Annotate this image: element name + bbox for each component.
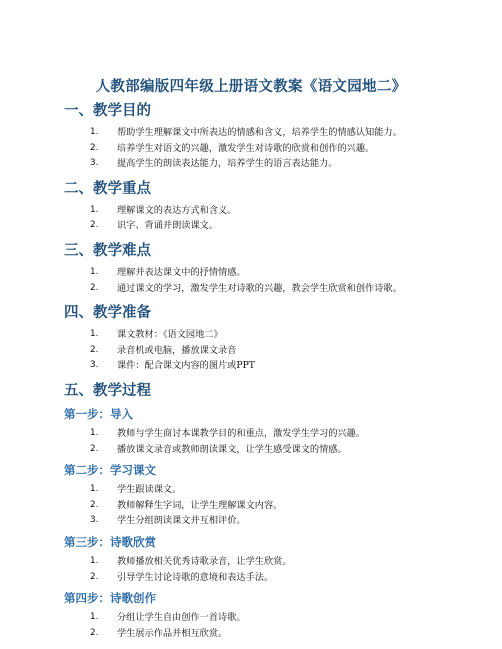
item-text: 教师解释生字词，让学生理解课文内容。 [117,499,283,511]
item-text: 培养学生对语文的兴趣，激发学生对诗歌的欣赏和创作的兴趣。 [117,142,375,154]
section-preparation [64,304,484,374]
numbered-list [64,610,484,641]
item-text: 学生跟读课文。 [117,484,182,496]
item-number: 2. [90,627,99,638]
item-text: 通过课文的学习，激发学生对诗歌的兴趣，教会学生欣赏和创作诗歌。 [117,282,402,294]
list-item [64,265,484,281]
item-text: 识字、背诵并朗读课文。 [117,220,219,232]
list-item [64,554,484,570]
step-heading: 第一步：导入 [64,406,133,421]
item-number: 1. [90,204,99,215]
step-heading: 第二步：学习课文 [64,463,156,478]
numbered-list [64,203,484,234]
item-number: 1. [90,555,99,566]
numbered-list [64,426,484,457]
list-item [64,358,484,374]
list-item [64,442,484,458]
item-text: 提高学生的朗读表达能力，培养学生的语言表达能力。 [117,158,338,170]
numbered-list [64,554,484,585]
item-text: 理解课文的表达方式和含义。 [117,204,237,216]
section-heading: 二、教学重点 [64,179,151,197]
item-number: 2. [90,344,99,355]
section-key-points [64,180,484,234]
list-item [64,343,484,359]
list-item [64,570,484,586]
list-item [64,156,484,172]
item-text: 引导学生讨论诗歌的意境和表达手法。 [117,571,274,583]
item-text: 教师与学生商讨本课教学目的和重点，激发学生学习的兴趣。 [117,427,366,439]
item-text: 课文教材：《语文园地二》 [117,329,223,341]
list-item [64,626,484,642]
item-number: 1. [90,612,99,623]
list-item [64,203,484,219]
item-text: 理解并表达课文中的抒情情感。 [117,266,246,278]
item-number: 2. [90,499,99,510]
list-item [64,482,484,498]
list-item [64,513,484,529]
list-item [64,426,484,442]
item-number: 3. [90,360,99,371]
step-heading: 第三步：诗歌欣赏 [64,534,156,549]
item-number: 1. [90,427,99,438]
item-text: 录音机或电脑，播放课文录音 [117,344,237,356]
numbered-list [64,482,484,529]
item-number: 3. [90,515,99,526]
item-text: 课件：配合课文内容的图片或PPT [117,360,255,372]
numbered-list [64,327,484,374]
section-process [64,382,484,641]
item-number: 2. [90,443,99,454]
item-text: 学生分组朗读课文并互相评价。 [117,515,246,527]
document-content [64,102,484,649]
step-poetry-appreciation [64,535,484,585]
numbered-list [64,125,484,172]
section-difficulties [64,242,484,296]
section-heading: 一、教学目的 [64,102,151,119]
list-item [64,141,484,157]
section-heading: 三、教学难点 [64,241,151,259]
item-number: 2. [90,571,99,582]
item-number: 1. [90,484,99,495]
numbered-list [64,265,484,296]
step-study-text [64,463,484,529]
item-number: 2. [90,282,99,293]
item-number: 2. [90,142,99,153]
list-item [64,498,484,514]
item-text: 分组让学生自由创作一首诗歌。 [117,612,246,624]
section-heading: 五、教学过程 [64,381,151,399]
section-goals [64,102,484,172]
document-title: 人教部编版四年级上册语文教案《语文园地二》 [95,78,407,95]
item-number: 1. [90,127,99,137]
list-item [64,125,484,141]
item-number: 1. [90,329,99,340]
step-poetry-writing [64,591,484,641]
list-item [64,327,484,343]
item-number: 1. [90,266,99,277]
item-text: 教师播放相关优秀诗歌录音，让学生欣赏。 [117,555,292,567]
item-number: 3. [90,158,99,169]
item-text: 播放课文录音或教师朗读课文，让学生感受课文的情感。 [117,443,347,455]
step-heading: 第四步：诗歌创作 [64,591,156,606]
step-introduction [64,407,484,457]
list-item [64,218,484,234]
list-item [64,281,484,297]
item-text: 学生展示作品并相互欣赏。 [117,627,228,639]
section-heading: 四、教学准备 [64,304,151,322]
item-number: 2. [90,220,99,231]
item-text: 帮助学生理解课文中所表达的情感和含义，培养学生的情感认知能力。 [117,127,402,138]
list-item [64,610,484,626]
